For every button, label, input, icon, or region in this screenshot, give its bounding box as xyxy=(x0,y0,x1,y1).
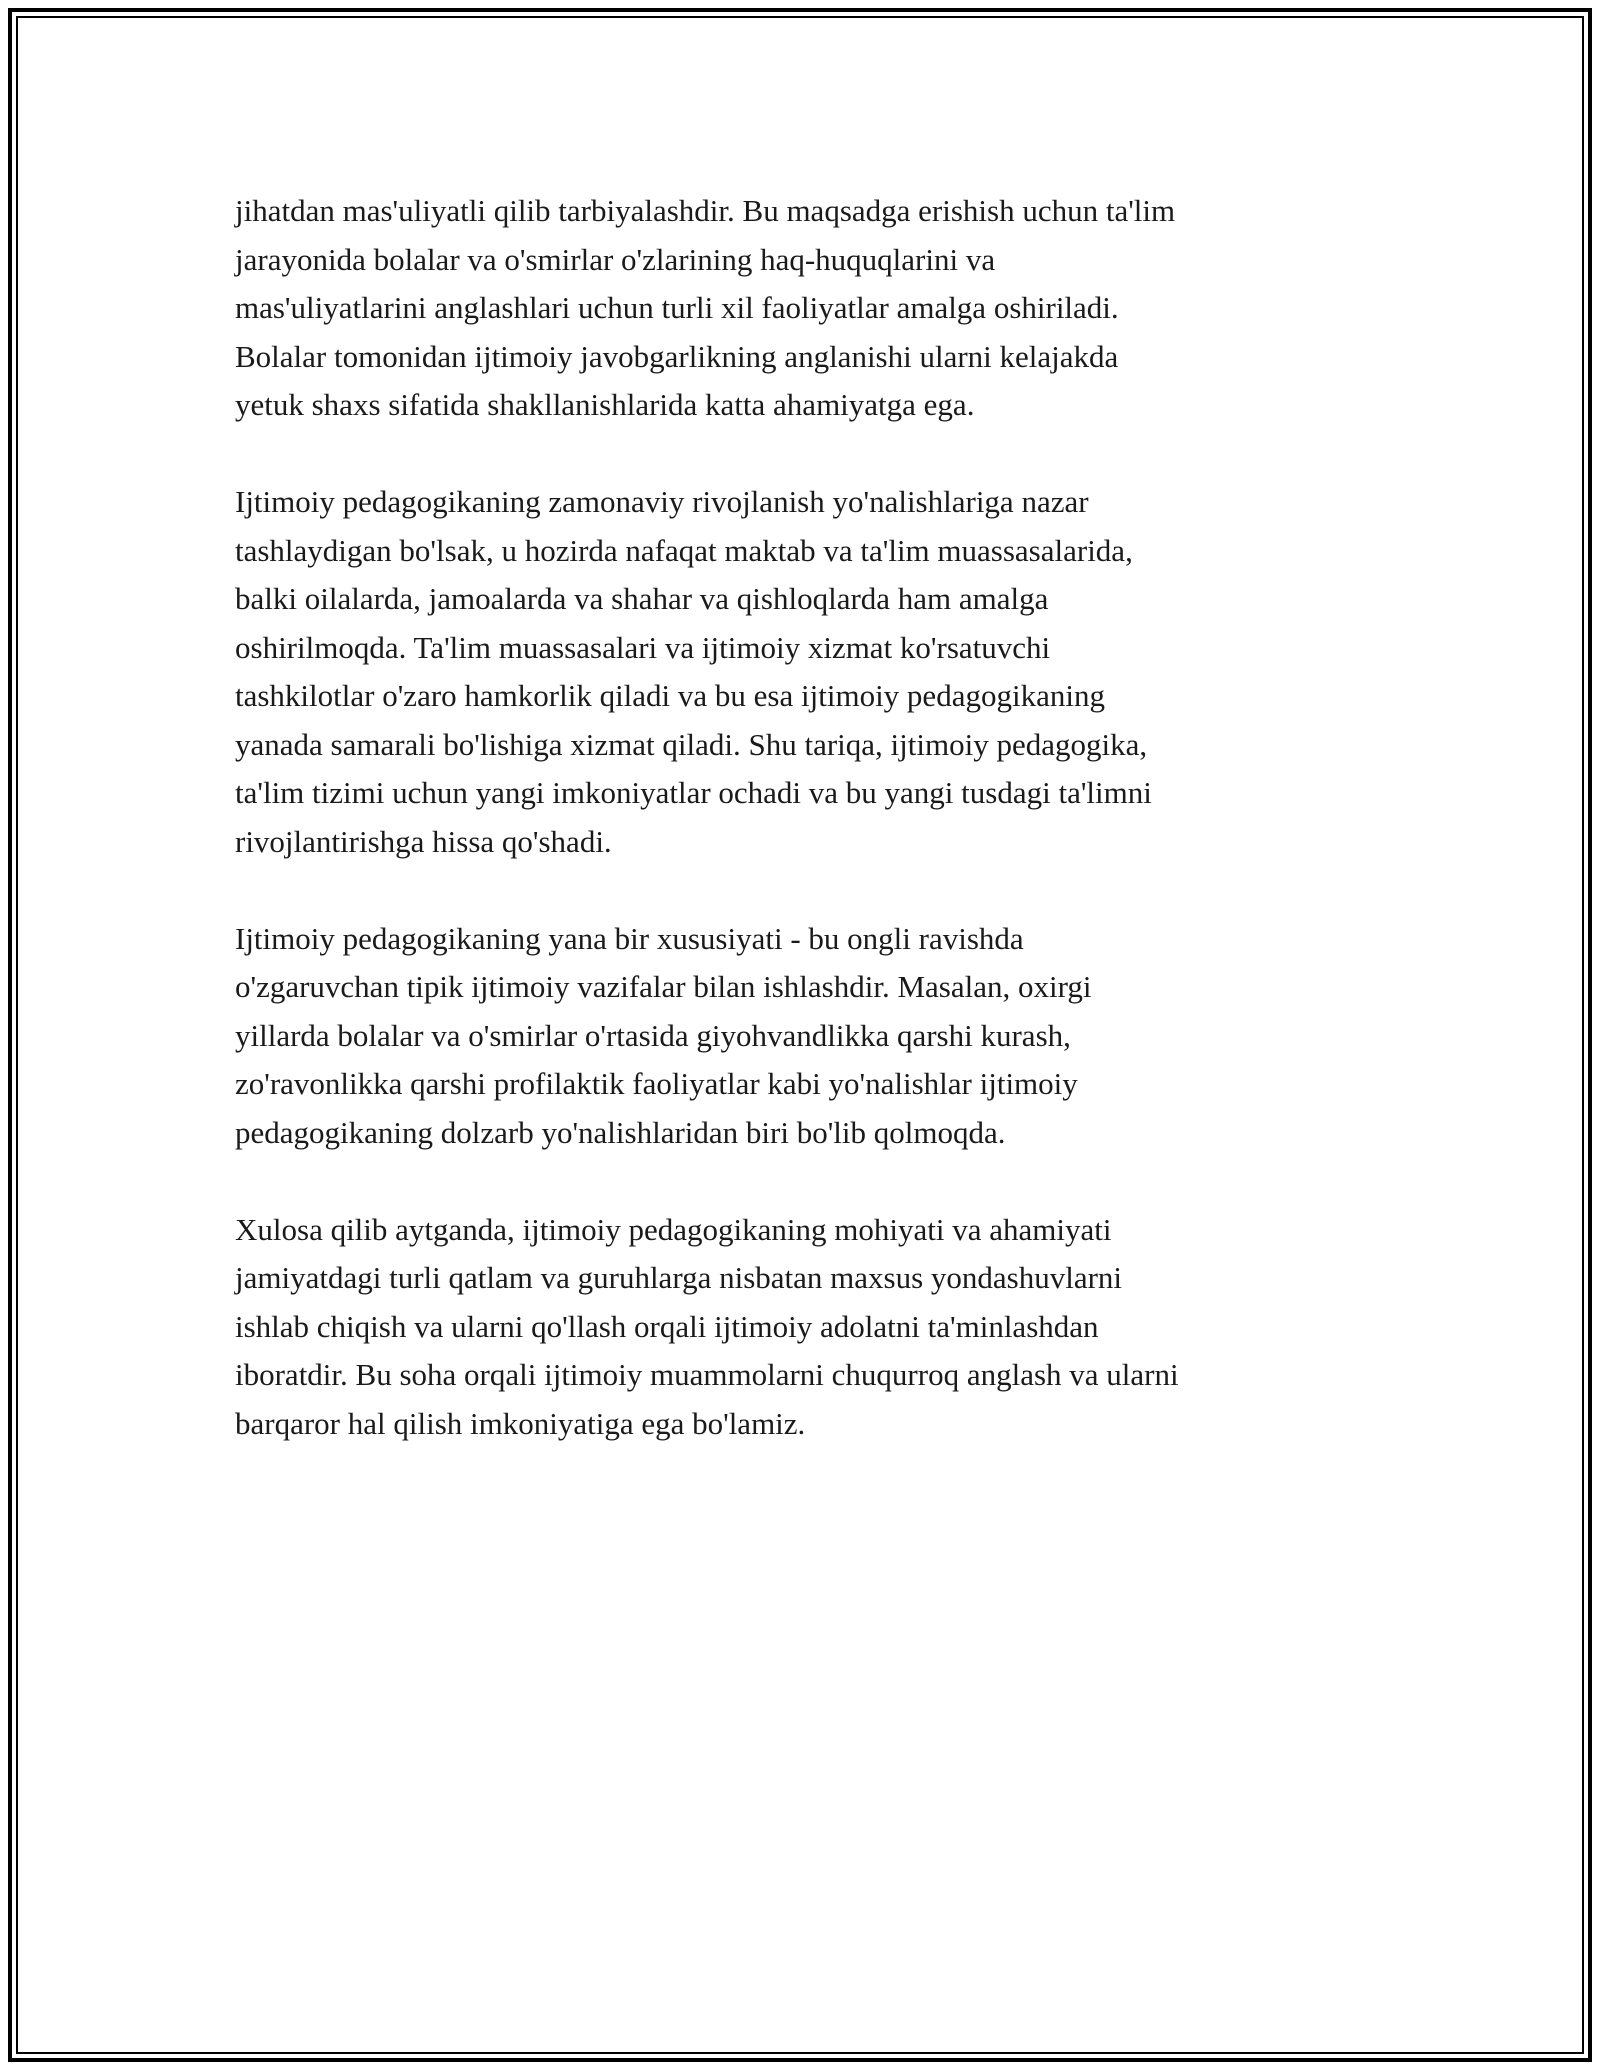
paragraph-1 xyxy=(235,187,1365,430)
paragraph-2 xyxy=(235,478,1365,866)
text-line: tashkilotlar o'zaro hamkorlik qiladi va bu esa ijtimoiy pedagogikaning xyxy=(235,678,1105,713)
text-line: balki oilalarda, jamoalarda va shahar va qishloqlarda ham amalga xyxy=(235,581,1049,616)
text-line: yanada samarali bo'lishiga xizmat qiladi. Shu tariqa, ijtimoiy pedagogika, xyxy=(235,726,1148,762)
text-line: Ijtimoiy pedagogikaning zamonaviy rivojlanish yo'nalishlariga nazar xyxy=(235,484,1089,519)
text-line: ta'lim tizimi uchun yangi imkoniyatlar ochadi va bu yangi tusdagi ta'limni xyxy=(235,775,1152,810)
text-line: Bolalar tomonidan ijtimoiy javobgarlikning anglanishi ularni kelajakda xyxy=(235,338,1119,374)
text-line: yillarda bolalar va o'smirlar o'rtasida giyohvandlikka qarshi kurash, xyxy=(235,1017,1071,1053)
text-line: jarayonida bolalar va o'smirlar o'zlarining haq-huquqlarini va xyxy=(235,241,996,277)
text-line: o'zgaruvchan tipik ijtimoiy vazifalar bilan ishlashdir. Masalan, oxirgi xyxy=(235,969,1092,1004)
text-line: iboratdir. Bu soha orqali ijtimoiy muammolarni chuqurroq anglash va ularni xyxy=(235,1357,1179,1392)
paragraph-3 xyxy=(235,915,1365,1158)
text-line: mas'uliyatlarini anglashlari uchun turli xil faoliyatlar amalga oshiriladi. xyxy=(235,290,1119,325)
text-line: Xulosa qilib aytganda, ijtimoiy pedagogikaning mohiyati va ahamiyati xyxy=(235,1211,1112,1247)
text-line: tashlaydigan bo'lsak, u hozirda nafaqat maktab va ta'lim muassasalarida, xyxy=(235,532,1133,568)
text-line: rivojlantirishga hissa qo'shadi. xyxy=(235,823,612,859)
text-line: yetuk shaxs sifatida shakllanishlarida katta ahamiyatga ega. xyxy=(235,387,975,422)
text-line: barqaror hal qilish imkoniyatiga ega bo'lamiz. xyxy=(235,1405,806,1441)
text-line: jihatdan mas'uliyatli qilib tarbiyalashdir. Bu maqsadga erishish uchun ta'lim xyxy=(235,193,1176,228)
text-line: zo'ravonlikka qarshi profilaktik faoliyatlar kabi yo'nalishlar ijtimoiy xyxy=(235,1066,1078,1101)
document-body xyxy=(235,187,1365,1497)
text-line: jamiyatdagi turli qatlam va guruhlarga nisbatan maxsus yondashuvlarni xyxy=(235,1260,1123,1295)
text-line: pedagogikaning dolzarb yo'nalishlaridan biri bo'lib qolmoqda. xyxy=(235,1114,1006,1150)
text-line: ishlab chiqish va ularni qo'llash orqali ijtimoiy adolatni ta'minlashdan xyxy=(235,1308,1099,1344)
paragraph-4 xyxy=(235,1206,1365,1449)
text-line: oshirilmoqda. Ta'lim muassasalari va ijtimoiy xizmat ko'rsatuvchi xyxy=(235,629,1051,665)
text-line: Ijtimoiy pedagogikaning yana bir xususiyati - bu ongli ravishda xyxy=(235,920,1024,956)
